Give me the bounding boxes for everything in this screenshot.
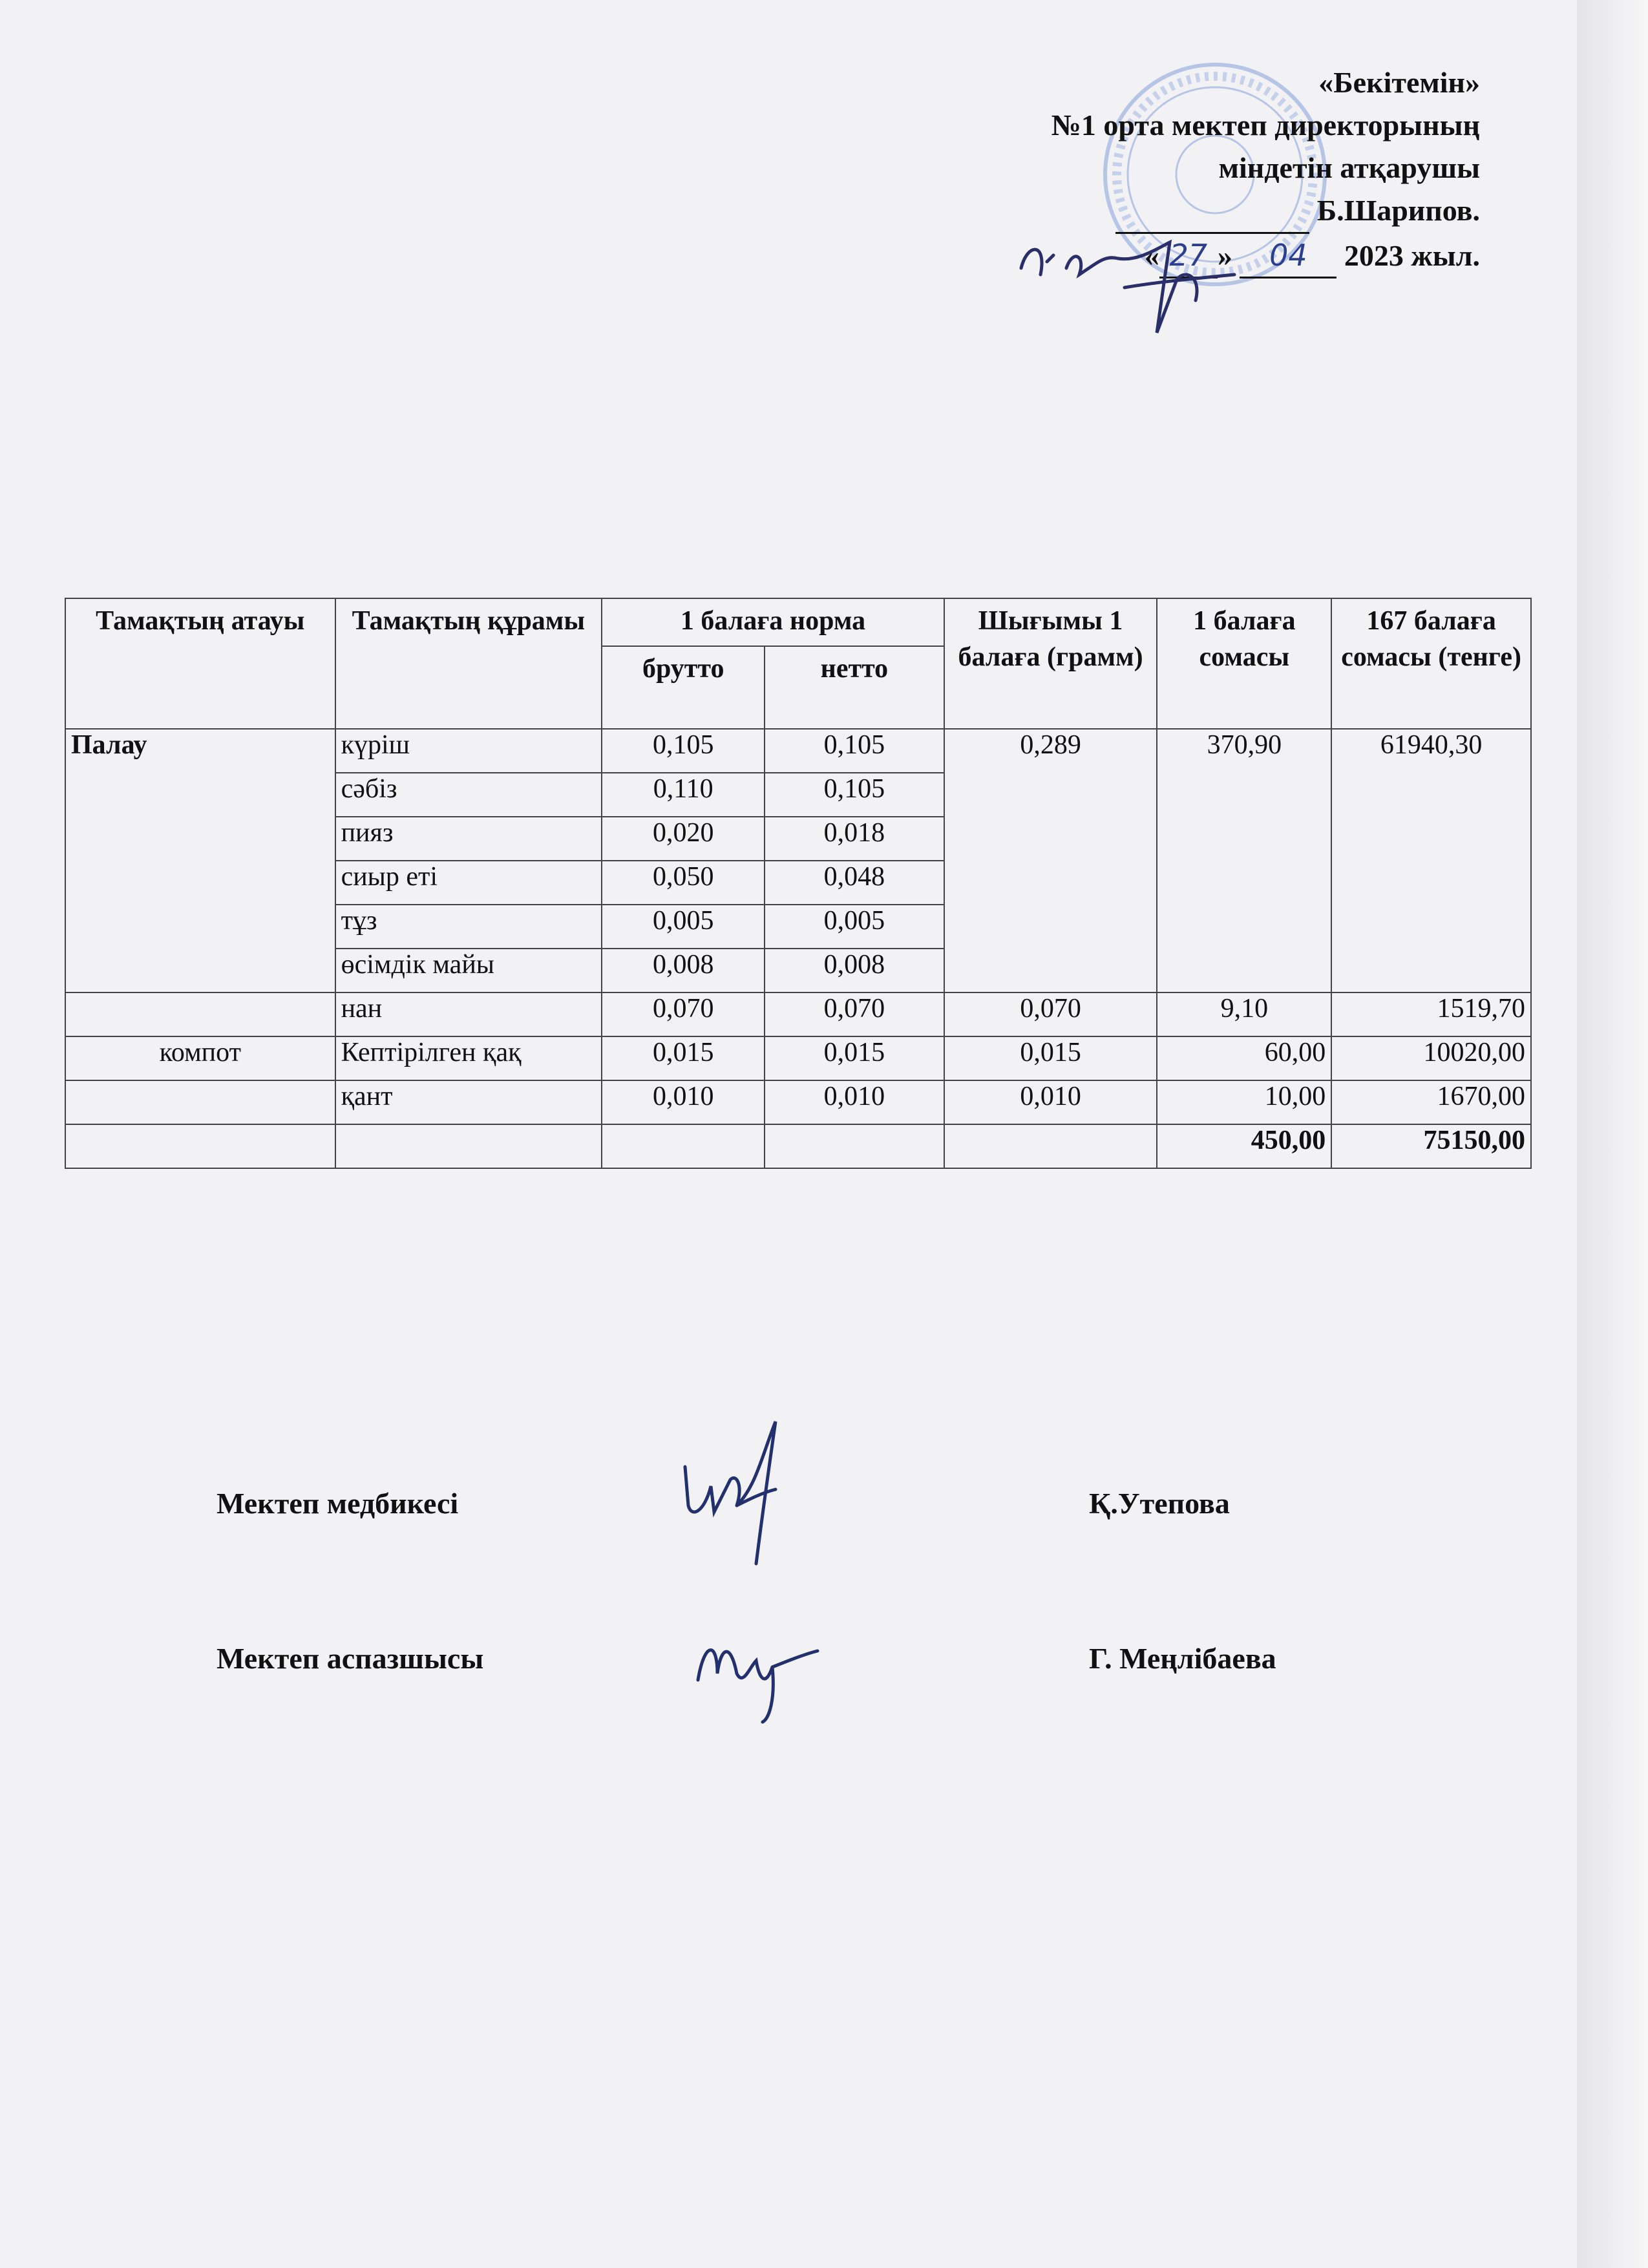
sum167-cell: 61940,30 bbox=[1331, 729, 1531, 992]
ingredient-cell: тұз bbox=[335, 905, 602, 949]
sum1-cell: 9,10 bbox=[1157, 992, 1331, 1036]
sum167-cell: 10020,00 bbox=[1331, 1036, 1531, 1080]
total-sum1: 450,00 bbox=[1157, 1124, 1331, 1168]
gross-cell: 0,105 bbox=[602, 729, 765, 773]
nurse-role: Мектеп медбикесі bbox=[217, 1487, 459, 1520]
sum1-cell: 10,00 bbox=[1157, 1080, 1331, 1124]
cook-signature bbox=[692, 1615, 821, 1725]
approval-date: « 27 » 04 2023 жыл. bbox=[937, 234, 1480, 278]
table-row bbox=[65, 1036, 1531, 1080]
header-sum-167: 167 балаға сомасы (тенге) bbox=[1331, 598, 1531, 729]
header-gross: брутто bbox=[602, 646, 765, 729]
header-dish-name: Тамақтың атауы bbox=[65, 598, 335, 729]
gross-cell: 0,008 bbox=[602, 949, 765, 992]
table-row bbox=[65, 992, 1531, 1036]
net-cell: 0,018 bbox=[765, 817, 944, 861]
net-cell: 0,105 bbox=[765, 773, 944, 817]
header-norm-per-child: 1 балаға норма bbox=[602, 598, 944, 646]
date-year: 2023 жыл. bbox=[1344, 239, 1480, 272]
approval-school: №1 орта мектеп директорының bbox=[1051, 109, 1480, 142]
net-cell: 0,005 bbox=[765, 905, 944, 949]
table-row bbox=[65, 729, 1531, 773]
header-sum-per-child: 1 балаға сомасы bbox=[1157, 598, 1331, 729]
nurse-signature bbox=[666, 1415, 821, 1577]
yield-cell: 0,289 bbox=[944, 729, 1157, 992]
yield-cell: 0,010 bbox=[944, 1080, 1157, 1124]
header-yield: Шығымы 1 балаға (грамм) bbox=[944, 598, 1157, 729]
yield-cell: 0,070 bbox=[944, 992, 1157, 1036]
ingredient-cell: күріш bbox=[335, 729, 602, 773]
nurse-name: Қ.Утепова bbox=[1089, 1487, 1230, 1520]
approval-director-line bbox=[937, 189, 1480, 234]
table-row bbox=[65, 1080, 1531, 1124]
table-header-row bbox=[65, 598, 1531, 646]
net-cell: 0,105 bbox=[765, 729, 944, 773]
date-month: 04 bbox=[1240, 234, 1336, 278]
approval-title: «Бекітемін» bbox=[1318, 66, 1480, 99]
gross-cell: 0,050 bbox=[602, 861, 765, 905]
gross-cell: 0,110 bbox=[602, 773, 765, 817]
net-cell: 0,008 bbox=[765, 949, 944, 992]
ingredient-cell: өсімдік майы bbox=[335, 949, 602, 992]
gross-cell: 0,020 bbox=[602, 817, 765, 861]
net-cell: 0,070 bbox=[765, 992, 944, 1036]
ingredient-cell: қант bbox=[335, 1080, 602, 1124]
approval-position: міндетін атқарушы bbox=[1218, 151, 1480, 184]
dish-cell bbox=[65, 1080, 335, 1124]
header-net: нетто bbox=[765, 646, 944, 729]
table-total-row bbox=[65, 1124, 1531, 1168]
sum167-cell: 1670,00 bbox=[1331, 1080, 1531, 1124]
net-cell: 0,010 bbox=[765, 1080, 944, 1124]
dish-cell: Палау bbox=[65, 729, 335, 992]
sum167-cell: 1519,70 bbox=[1331, 992, 1531, 1036]
dish-cell bbox=[65, 992, 335, 1036]
menu-table bbox=[65, 598, 1532, 1169]
ingredient-cell: сәбіз bbox=[335, 773, 602, 817]
director-signature bbox=[1008, 229, 1241, 339]
gross-cell: 0,010 bbox=[602, 1080, 765, 1124]
ingredient-cell: Кептірілген қақ bbox=[335, 1036, 602, 1080]
cook-role: Мектеп аспазшысы bbox=[217, 1642, 484, 1675]
net-cell: 0,048 bbox=[765, 861, 944, 905]
gross-cell: 0,015 bbox=[602, 1036, 765, 1080]
paper-edge bbox=[1577, 0, 1648, 2268]
gross-cell: 0,070 bbox=[602, 992, 765, 1036]
sum1-cell: 370,90 bbox=[1157, 729, 1331, 992]
ingredient-cell: нан bbox=[335, 992, 602, 1036]
header-dish-composition: Тамақтың құрамы bbox=[335, 598, 602, 729]
ingredient-cell: сиыр еті bbox=[335, 861, 602, 905]
dish-cell: компот bbox=[65, 1036, 335, 1080]
cook-name: Г. Меңлібаева bbox=[1089, 1642, 1276, 1675]
ingredient-cell: пияз bbox=[335, 817, 602, 861]
gross-cell: 0,005 bbox=[602, 905, 765, 949]
date-day: 27 bbox=[1159, 234, 1218, 278]
net-cell: 0,015 bbox=[765, 1036, 944, 1080]
director-name: Б.Шарипов. bbox=[1316, 194, 1480, 227]
sum1-cell: 60,00 bbox=[1157, 1036, 1331, 1080]
yield-cell: 0,015 bbox=[944, 1036, 1157, 1080]
total-sum167: 75150,00 bbox=[1331, 1124, 1531, 1168]
